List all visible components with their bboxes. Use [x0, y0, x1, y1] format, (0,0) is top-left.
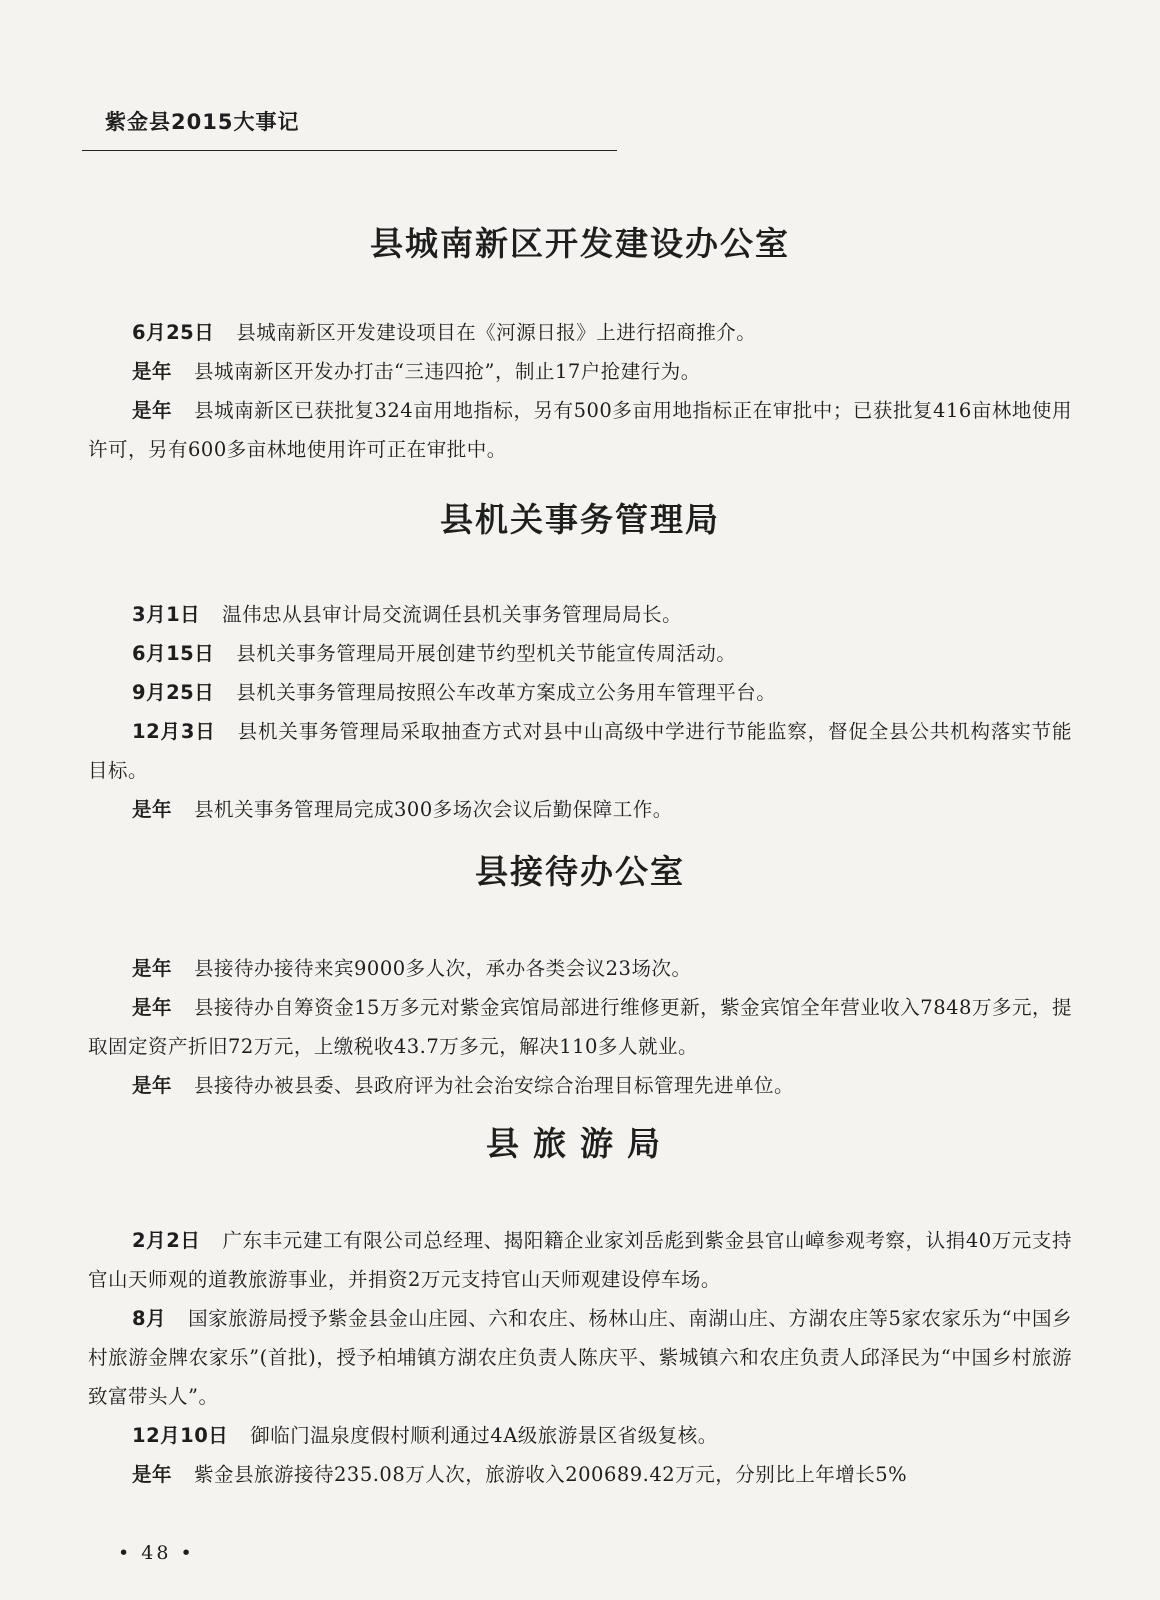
entry	[88, 673, 1072, 712]
entry	[88, 1416, 1072, 1455]
entry-text: 县城南新区开发办打击“三违四抢”，制止17户抢建行为。	[194, 360, 701, 383]
entry-date: 12月10日	[132, 1424, 229, 1447]
entry-date: 9月25日	[132, 681, 215, 704]
entry-date: 是年	[132, 957, 173, 980]
entry-text: 温伟忠从县审计局交流调任县机关事务管理局局长。	[222, 603, 683, 626]
entry-text: 县机关事务管理局完成300多场次会议后勤保障工作。	[194, 798, 673, 821]
header-rule	[82, 150, 617, 151]
entry-date: 6月15日	[132, 642, 215, 665]
section-south-new-district	[88, 218, 1072, 469]
entry-date: 是年	[132, 1463, 173, 1486]
entry-text: 县机关事务管理局采取抽查方式对县中山高级中学进行节能监察，督促全县公共机构落实节能目标。	[88, 720, 1072, 782]
entry-date: 是年	[132, 360, 173, 383]
entry-date: 是年	[132, 399, 173, 422]
entry-date: 3月1日	[132, 603, 201, 626]
entry-text: 县接待办自筹资金15万多元对紫金宾馆局部进行维修更新，紫金宾馆全年营业收入7848万多元，提取固定资产折旧72万元，上缴税收43.7万多元，解决110多人就业。	[88, 996, 1072, 1058]
entry-text: 紫金县旅游接待235.08万人次，旅游收入200689.42万元，分别比上年增长5%	[194, 1463, 908, 1486]
entry-text: 广东丰元建工有限公司总经理、揭阳籍企业家刘岳彪到紫金县官山嶂参观考察，认捐40万元支持官山天师观的道教旅游事业，并捐资2万元支持官山天师观建设停车场。	[88, 1229, 1072, 1291]
entry	[88, 949, 1072, 988]
entry-date: 6月25日	[132, 321, 215, 344]
entry	[88, 595, 1072, 634]
entry-date: 是年	[132, 798, 173, 821]
entry	[88, 634, 1072, 673]
entry	[88, 790, 1072, 829]
section-reception-office	[88, 846, 1072, 1105]
entry	[88, 391, 1072, 469]
entry-list	[88, 595, 1072, 829]
entry	[88, 352, 1072, 391]
entry	[88, 313, 1072, 352]
section-title: 县旅游局	[486, 1124, 674, 1163]
entry	[88, 1455, 1072, 1494]
entry-text: 县机关事务管理局按照公车改革方案成立公务用车管理平台。	[236, 681, 777, 704]
section-title: 县接待办公室	[475, 852, 685, 891]
entry-list	[88, 949, 1072, 1105]
entry-text: 县接待办被县委、县政府评为社会治安综合治理目标管理先进单位。	[194, 1074, 795, 1097]
running-header: 紫金县2015大事记	[105, 110, 300, 134]
section-title: 县城南新区开发建设办公室	[370, 224, 790, 263]
section-tourism-bureau	[88, 1118, 1072, 1494]
entry	[88, 1066, 1072, 1105]
entry-text: 县城南新区开发建设项目在《河源日报》上进行招商推介。	[236, 321, 757, 344]
entry	[88, 1221, 1072, 1299]
entry-date: 2月2日	[132, 1229, 201, 1252]
entry-text: 御临门温泉度假村顺利通过4A级旅游景区省级复核。	[250, 1424, 718, 1447]
entry-list	[88, 1221, 1072, 1494]
entry-date: 8月	[132, 1307, 167, 1330]
entry	[88, 712, 1072, 790]
section-title: 县机关事务管理局	[440, 500, 720, 539]
entry-text: 国家旅游局授予紫金县金山庄园、六和农庄、杨林山庄、南湖山庄、方湖农庄等5家农家乐为“中国乡村旅游金牌农家乐”(首批)，授予柏埔镇方湖农庄负责人陈庆平、紫城镇六和农庄负责人邱泽民为“中国乡村旅游致富带头人”。	[88, 1307, 1072, 1408]
entry-date: 是年	[132, 996, 173, 1019]
section-government-affairs-bureau	[88, 494, 1072, 829]
entry	[88, 1299, 1072, 1416]
entry-date: 是年	[132, 1074, 173, 1097]
entry-text: 县机关事务管理局开展创建节约型机关节能宣传周活动。	[236, 642, 737, 665]
entry-text: 县城南新区已获批复324亩用地指标，另有500多亩用地指标正在审批中；已获批复416亩林地使用许可，另有600多亩林地使用许可正在审批中。	[88, 399, 1072, 461]
entry	[88, 988, 1072, 1066]
entry-date: 12月3日	[132, 720, 216, 743]
page-number: • 48 •	[118, 1542, 195, 1564]
entry-list	[88, 313, 1072, 469]
entry-text: 县接待办接待来宾9000多人次，承办各类会议23场次。	[194, 957, 692, 980]
